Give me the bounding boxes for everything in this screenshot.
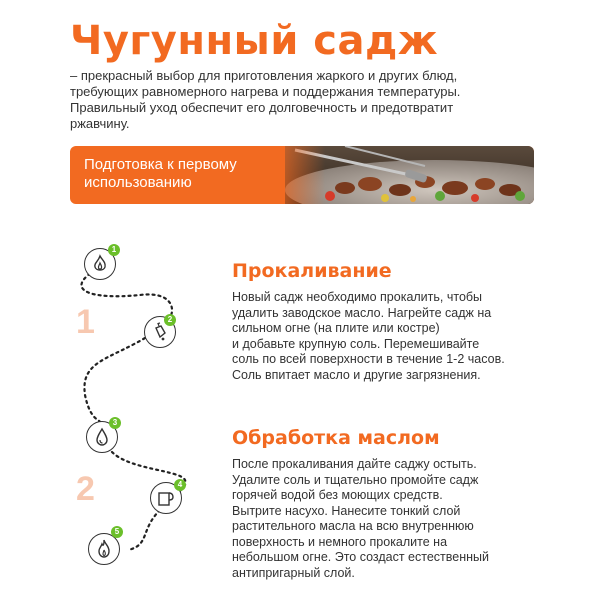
text-line: После прокаливания дайте саджу остыть.: [232, 457, 477, 471]
banner-label: Подготовка к первому использованию: [84, 156, 237, 191]
stage-number: 1: [76, 303, 95, 341]
section-text-oiling: [232, 457, 532, 581]
text-line: антипригарный слой.: [232, 565, 355, 580]
text-line: соль по всей поверхности в течение 1-2 часов.: [232, 352, 505, 366]
paper-towel-icon: [156, 488, 176, 508]
text-line: Новый садж необходимо прокалить, чтобы: [232, 290, 483, 304]
text-line: небольшом огне. Это создаст естественный: [232, 550, 490, 564]
water-drop-icon: [92, 427, 112, 447]
step-badge: 2: [164, 314, 176, 326]
section-title-calcination: Прокаливание: [232, 260, 392, 282]
section-title-oiling: Обработка маслом: [232, 427, 440, 449]
text-line: растительного масла на всю внутреннюю: [232, 519, 474, 533]
text-line: поверхность и немного прокалите на: [232, 534, 448, 549]
step-badge: 3: [109, 417, 121, 429]
fire-icon: [90, 254, 110, 274]
page-title: Чугунный садж: [70, 18, 439, 64]
intro-text: – прекрасный выбор для приготовления жаркого и других блюд, требующих равномерного нагрева и поддержания температуры. Правильный уход обеспечит его долговечность и предотвратит ржавчину.: [70, 68, 461, 131]
text-line: и добавьте крупную соль. Перемешивайте: [232, 336, 480, 351]
text-line: Соль впитает масло и другие загрязнения.: [232, 367, 481, 382]
text-line: сильном огне (на плите или костре): [232, 321, 440, 335]
flame-icon: [94, 539, 114, 559]
section-text-calcination: [232, 290, 532, 383]
stage-number: 2: [76, 470, 95, 508]
step-badge: 1: [108, 244, 120, 256]
text-line: Вытрите насухо. Нанесите тонкий слой: [232, 503, 461, 518]
step-badge: 5: [111, 526, 123, 538]
step-badge: 4: [174, 479, 186, 491]
text-line: Удалите соль и тщательно промойте садж: [232, 472, 479, 487]
text-line: горячей водой без моющих средств.: [232, 488, 443, 502]
text-line: удалить заводское масло. Нагрейте садж на: [232, 305, 492, 320]
